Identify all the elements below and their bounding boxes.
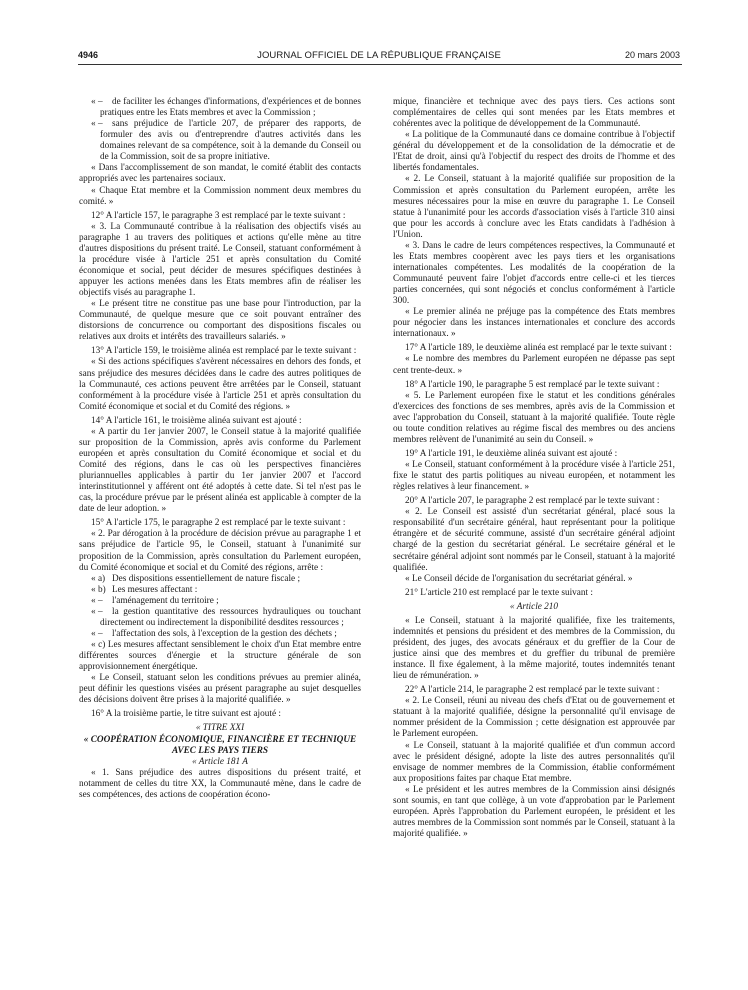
list-marker: « – <box>91 595 103 606</box>
paragraph: 20° A l'article 207, le paragraphe 2 est remplacé par le texte suivant : <box>405 496 660 507</box>
list-item-text: Des dispositions essentiellement de nature fiscale ; <box>112 573 301 584</box>
paragraph: « 2. Le Conseil est assisté d'un secrétariat général, placé sous la responsabilité d'un secrétaire général, haut représentant pour la politique étrangère et de sécurité commune, assisté d'un secrétaire général adjoint chargé de la gestion du secrétariat général. Le secrétaire général et le secrétaire général adjoint sont nommés par le Conseil, statuant à la majorité qualifiée. <box>393 507 675 573</box>
paragraph: « Le Conseil, statuant à la majorité qualifiée, fixe les traitements, indemnités et pensions du président et des membres de la Commission, du président, des juges, des avocats généraux et du greffier de la Cour de justice ainsi que des membres et du greffier du tribunal de première instance. Il fixe également, à la même majorité, toutes indemnités tenant lieu de rémunération. » <box>393 615 675 682</box>
paragraph: « Le présent titre ne constitue pas une base pour l'introduction, par la Communauté, de quelque mesure que ce soit pouvant entraîner des distorsions de concurrence ou comportant des dispositions fiscales ou relatives aux droits et intérêts des travailleurs salariés. » <box>79 299 361 343</box>
list-item <box>79 585 361 596</box>
paragraph: « 3. Dans le cadre de leurs compétences respectives, la Communauté et les Etats membres coopèrent avec les pays tiers et les organisations internationales compétentes. Les modalités de la coopération de la Communauté peuvent faire l'objet d'accords entre celle-ci et les tierces parties concernées, qui sont négociés et conclus conformément à l'article 300. <box>393 240 675 307</box>
list-marker: « – <box>91 97 103 107</box>
paragraph: 13° A l'article 159, le troisième alinéa est remplacé par le texte suivant : <box>91 346 357 357</box>
article-heading: « TITRE XXI <box>195 723 245 734</box>
list-item <box>79 596 361 607</box>
list-item <box>79 97 361 119</box>
header-rule <box>78 64 682 65</box>
paragraph: « Le premier alinéa ne préjuge pas la compétence des Etats membres pour négocier dans les instances internationales et conclure des accords internationaux. » <box>393 307 675 340</box>
list-item-text: de faciliter les échanges d'informations, d'expériences et de bonnes pratiques entre les Etats membres et avec la Commission ; <box>100 97 361 119</box>
paragraph: « Le Conseil, statuant selon les conditions prévues au premier alinéa, peut définir les questions visées au présent paragraphe au sujet desquelles des décisions doivent être prises à la majorité qualifiée. » <box>79 673 361 706</box>
list-item-text: l'affectation des sols, à l'exception de la gestion des déchets ; <box>112 628 337 639</box>
left-column <box>79 97 361 801</box>
page-header <box>78 50 680 64</box>
list-marker: « b) <box>91 584 106 595</box>
paragraph: 21° L'article 210 est remplacé par le texte suivant : <box>405 587 593 598</box>
list-item <box>79 119 361 163</box>
paragraph: 19° A l'article 191, le deuxième alinéa suivant est ajouté : <box>405 448 618 459</box>
paragraph: 22° A l'article 214, le paragraphe 2 est remplacé par le texte suivant : <box>405 685 660 696</box>
page-number: 4946 <box>78 50 99 60</box>
paragraph: « Le Conseil décide de l'organisation du secrétariat général. » <box>405 573 633 584</box>
list-marker: « – <box>91 628 103 639</box>
paragraph: « Le nombre des membres du Parlement européen ne dépasse pas sept cent trente-deux. » <box>393 354 675 376</box>
paragraph: « 2. Le Conseil, statuant à la majorité qualifiée sur proposition de la Commission et après consultation du Parlement européen, arrête les mesures nécessaires pour la mise en œuvre du paragraphe 1. Le Conseil statue à l'unanimité pour les accords d'association visés à l'article 310 ainsi que pour les accords à conclure avec les Etats candidats à l'adhésion à l'Union. <box>393 174 675 240</box>
list-item-text: l'aménagement du territoire ; <box>112 595 219 606</box>
list-marker: « a) <box>91 573 106 584</box>
paragraph: « 1. Sans préjudice des autres dispositions du présent traité, et notamment de celles du titre XX, la Communauté mène, dans le cadre de ses compétences, des actions de coopération écono- <box>79 767 361 800</box>
list-item <box>79 574 361 585</box>
journal-title: JOURNAL OFFICIEL DE LA RÉPUBLIQUE FRANÇAISE <box>257 50 501 61</box>
paragraph: « 3. La Communauté contribue à la réalisation des objectifs visés au paragraphe 1 au travers des politiques et actions qu'elle mène au titre d'autres dispositions du présent traité. Le Conseil, statuant conformément à la procédure visée à l'article 251 et après consultation du Comité économique et social, peut décider de mesures spécifiques destinées à appuyer les actions menées dans les Etats membres afin de réaliser les objectifs visés au paragraphe 1. <box>79 221 361 299</box>
paragraph: « 2. Le Conseil, réuni au niveau des chefs d'Etat ou de gouvernement et statuant à la majorité qualifiée, désigne la personnalité qu'il envisage de nommer président de la Commission ; cette désignation est approuvée par le Parlement européen. <box>393 696 675 740</box>
paragraph: « Chaque Etat membre et la Commission nomment deux membres du comité. » <box>79 185 361 207</box>
article-heading: « Article 181 A <box>192 756 248 767</box>
paragraph: 12° A l'article 157, le paragraphe 3 est remplacé par le texte suivant : <box>91 210 346 221</box>
paragraph: « A partir du 1er janvier 2007, le Conseil statue à la majorité qualifiée sur proposition de la Commission, après avis conforme du Parlement européen et après consultation du Comité économique et social et du Comité des régions, dans le cas où les perspectives financières pluriannuelles applicables à partir du 1er janvier 2007 et l'accord interinstitutionnel y afférent ont été adoptés à cette date. Si tel n'est pas le cas, la procédure prévue par le présent alinéa est applicable à compter de la date de leur adoption. » <box>79 426 361 515</box>
paragraph: « Dans l'accomplissement de son mandat, le comité établit des contacts appropriés avec les partenaires sociaux. <box>79 163 361 185</box>
paragraph: « Le Conseil, statuant à la majorité qualifiée et d'un commun accord avec le président désigné, adopte la liste des autres personnalités qu'il envisage de nommer membres de la Commission, établie conformément aux propositions faites par chaque Etat membre. <box>393 740 675 784</box>
list-item <box>79 607 361 629</box>
list-item-text: la gestion quantitative des ressources hydrauliques ou touchant directement ou indirectement la disponibilité desdites ressources ; <box>100 606 361 628</box>
paragraph: « 5. Le Parlement européen fixe le statut et les conditions générales d'exercices des fonctions de ses membres, après avis de la Commission et avec l'approbation du Conseil, statuant à la majorité qualifiée. Toute règle ou toute condition relatives au régime fiscal des membres ou des anciens membres relèvent de l'unanimité au sein du Conseil. » <box>393 390 675 445</box>
paragraph: « 2. Par dérogation à la procédure de décision prévue au paragraphe 1 et sans préjudice de l'article 95, le Conseil, statuant à l'unanimité sur proposition de la Commission, après consultation du Parlement européen, du Comité économique et social et du Comité des régions, arrête : <box>79 529 361 573</box>
paragraph: 16° A la troisième partie, le titre suivant est ajouté : <box>91 709 281 720</box>
paragraph: « La politique de la Communauté dans ce domaine contribue à l'objectif général du développement et de la consolidation de la démocratie et de l'Etat de droit, ainsi qu'à l'objectif du respect des droits de l'homme et des libertés fondamentales. <box>393 130 675 174</box>
list-item-text: sans préjudice de l'article 207, de préparer des rapports, de formuler des avis ou d'entreprendre d'autres activités dans les domaines relevant de sa compétence, soit à la demande du Conseil ou de la Commission, soit de sa propre initiative. <box>100 119 361 163</box>
paragraph: « Le président et les autres membres de la Commission ainsi désignés sont soumis, en tant que collège, à un vote d'approbation par le Parlement européen. Après l'approbation du Parlement européen, le président et les autres membres de la Commission sont nommés par le Conseil, statuant à la majorité qualifiée. » <box>393 784 675 839</box>
paragraph: « c) Les mesures affectant sensiblement le choix d'un Etat membre entre différentes sources d'énergie et la structure générale de son approvisionnement énergétique. <box>79 640 361 673</box>
right-column <box>393 97 675 840</box>
paragraph: 17° A l'article 189, le deuxième alinéa est remplacé par le texte suivant : <box>405 343 672 354</box>
title-heading: « COOPÉRATION ÉCONOMIQUE, FINANCIÈRE ET TECHNIQUE AVEC LES PAYS TIERS <box>83 734 357 756</box>
publication-date: 20 mars 2003 <box>624 50 680 60</box>
paragraph: mique, financière et technique avec des pays tiers. Ces actions sont complémentaires de celles qui sont menées par les Etats membres et cohérentes avec la politique de développement de la Communauté. <box>393 97 675 130</box>
paragraph: « Si des actions spécifiques s'avèrent nécessaires en dehors des fonds, et sans préjudice des mesures décidées dans le cadre des autres politiques de la Communauté, ces actions peuvent être arrêtées par le Conseil, statuant conformément à la procédure visée à l'article 251 et après consultation du Comité économique et social et du Comité des régions. » <box>79 357 361 412</box>
paragraph: 18° A l'article 190, le paragraphe 5 est remplacé par le texte suivant : <box>405 379 660 390</box>
article-heading: « Article 210 <box>509 601 559 612</box>
list-marker: « – <box>91 119 103 130</box>
paragraph: 15° A l'article 175, le paragraphe 2 est remplacé par le texte suivant : <box>91 518 346 529</box>
paragraph: « Le Conseil, statuant conformément à la procédure visée à l'article 251, fixe le statut des partis politiques au niveau européen, et notamment les règles relatives à leur financement. » <box>393 460 675 493</box>
list-marker: « – <box>91 606 103 617</box>
list-item <box>79 629 361 640</box>
paragraph: 14° A l'article 161, le troisième alinéa suivant est ajouté : <box>91 415 302 426</box>
list-item-text: Les mesures affectant : <box>112 584 198 595</box>
